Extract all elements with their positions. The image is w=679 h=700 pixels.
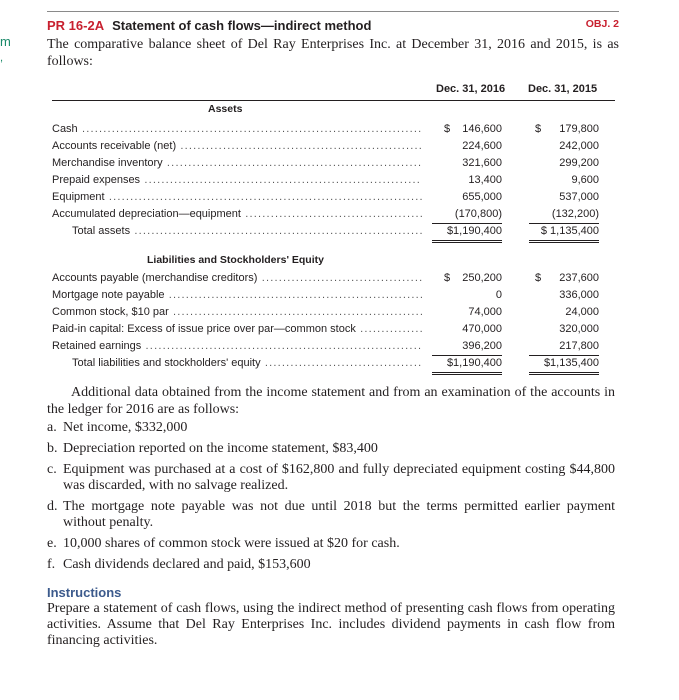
row-label: Total liabilities and stockholders' equity ..... [52,355,422,372]
value-2015: 336,000 [559,289,599,301]
value-2016: 74,000 [468,306,502,318]
row-label: Accumulated depreciation—equipment ..... [52,206,422,223]
item-letter: c. [47,462,57,477]
column-header-2015: Dec. 31, 2015 [528,83,598,95]
instructions-text: Prepare a statement of cash flows, using the indirect method of presenting cash flows from operating activities. Assume that Del Ray Enterprises Inc. includes dividend payments in cash flow from financing activities. [47,601,615,648]
assets-table [52,121,617,240]
liabilities-table [52,270,617,372]
value-2015: 242,000 [559,140,599,152]
value-2016: 396,200 [432,338,502,356]
item-letter: f. [47,557,56,572]
list-item [47,420,615,436]
item-letter: a. [47,420,57,435]
dollar-sign: $ [444,272,451,284]
value-2016: $1,190,400 [432,223,502,243]
table-row [52,338,617,355]
value-2015: 217,800 [529,338,599,356]
value-2015: 179,800 [559,123,599,135]
value-2015: 537,000 [559,191,599,203]
table-row-total [52,355,617,372]
value-2016: 224,600 [462,140,502,152]
item-text: 10,000 shares of common stock were issued at $20 for cash. [63,536,400,551]
dollar-sign: $ [444,123,451,135]
value-2015: $1,135,400 [529,355,599,375]
list-item [47,499,615,531]
row-label: Paid-in capital: Excess of issue price over par—common stock ..... [52,321,422,338]
item-letter: e. [47,536,57,551]
table-row [52,270,617,287]
value-2016: 250,200 [462,272,502,284]
column-header-2016: Dec. 31, 2016 [436,83,506,95]
additional-data-intro [47,384,615,418]
item-letter: b. [47,441,58,456]
item-text: Cash dividends declared and paid, $153,600 [63,557,311,572]
item-text: Equipment was purchased at a cost of $162,800 and fully depreciated equipment costing $44,800 was discarded, with no salvage realized. [63,462,615,493]
value-2016: $1,190,400 [432,355,502,375]
row-label: Merchandise inventory ..... [52,155,422,172]
value-2015: 9,600 [571,174,599,186]
item-letter: d. [47,499,58,514]
objective-label: OBJ. 2 [585,18,619,30]
row-label: Accounts payable (merchandise creditors) ..... [52,270,422,287]
item-text: The mortgage note payable was not due until 2018 but the terms permitted earlier payment without penalty. [63,499,615,530]
row-label: Cash ..... [52,121,422,138]
value-2016: 146,600 [462,123,502,135]
value-2016: 0 [495,289,502,301]
list-item [47,441,615,457]
value-2015: 24,000 [565,306,599,318]
value-2015: 299,200 [559,157,599,169]
table-row-total [52,223,617,240]
assets-section-title: Assets [208,103,243,115]
problem-id: PR 16-2A [47,18,105,33]
instructions-heading: Instructions [47,585,122,600]
table-row [52,189,617,206]
dollar-sign: $ [535,123,542,135]
problem-header [47,17,619,35]
problem-title: Statement of cash flows—indirect method [112,18,372,33]
value-2015: (132,200) [529,206,599,224]
table-row [52,287,617,304]
list-item [47,462,615,494]
table-row [52,206,617,223]
value-2016: 321,600 [462,157,502,169]
table-row [52,172,617,189]
table-row [52,321,617,338]
row-label: Prepaid expenses ..... [52,172,422,189]
additional-intro-text: Additional data obtained from the income statement and from an examination of the accounts in the ledger for 2016 are as follows: [47,385,615,417]
table-row [52,138,617,155]
row-label: Mortgage note payable ..... [52,287,422,304]
liabilities-section-title: Liabilities and Stockholders' Equity [147,254,324,266]
dollar-sign: $ [535,272,542,284]
value-2016: (170,800) [432,206,502,224]
row-label: Accounts receivable (net) ..... [52,138,422,155]
margin-fragment: , [0,52,4,64]
item-text: Net income, $332,000 [63,420,188,435]
value-2016: 470,000 [462,323,502,335]
row-label: Common stock, $10 par ..... [52,304,422,321]
row-label: Total assets ..... [52,223,422,240]
additional-data-list [47,420,615,578]
row-label: Retained earnings ..... [52,338,422,355]
table-row [52,121,617,138]
value-2016: 13,400 [468,174,502,186]
table-row [52,155,617,172]
item-text: Depreciation reported on the income statement, $83,400 [63,441,378,456]
value-2015: 320,000 [559,323,599,335]
value-2015: 237,600 [559,272,599,284]
row-label: Equipment ..... [52,189,422,206]
header-divider [52,100,615,101]
list-item [47,536,615,552]
value-2016: 655,000 [462,191,502,203]
intro-paragraph: The comparative balance sheet of Del Ray Enterprises Inc. at December 31, 2016 and 2015, is as follows: [47,37,619,69]
margin-fragment: m [0,34,11,49]
list-item [47,557,615,573]
value-2015: $ 1,135,400 [529,223,599,243]
table-row [52,304,617,321]
top-divider [47,11,619,12]
